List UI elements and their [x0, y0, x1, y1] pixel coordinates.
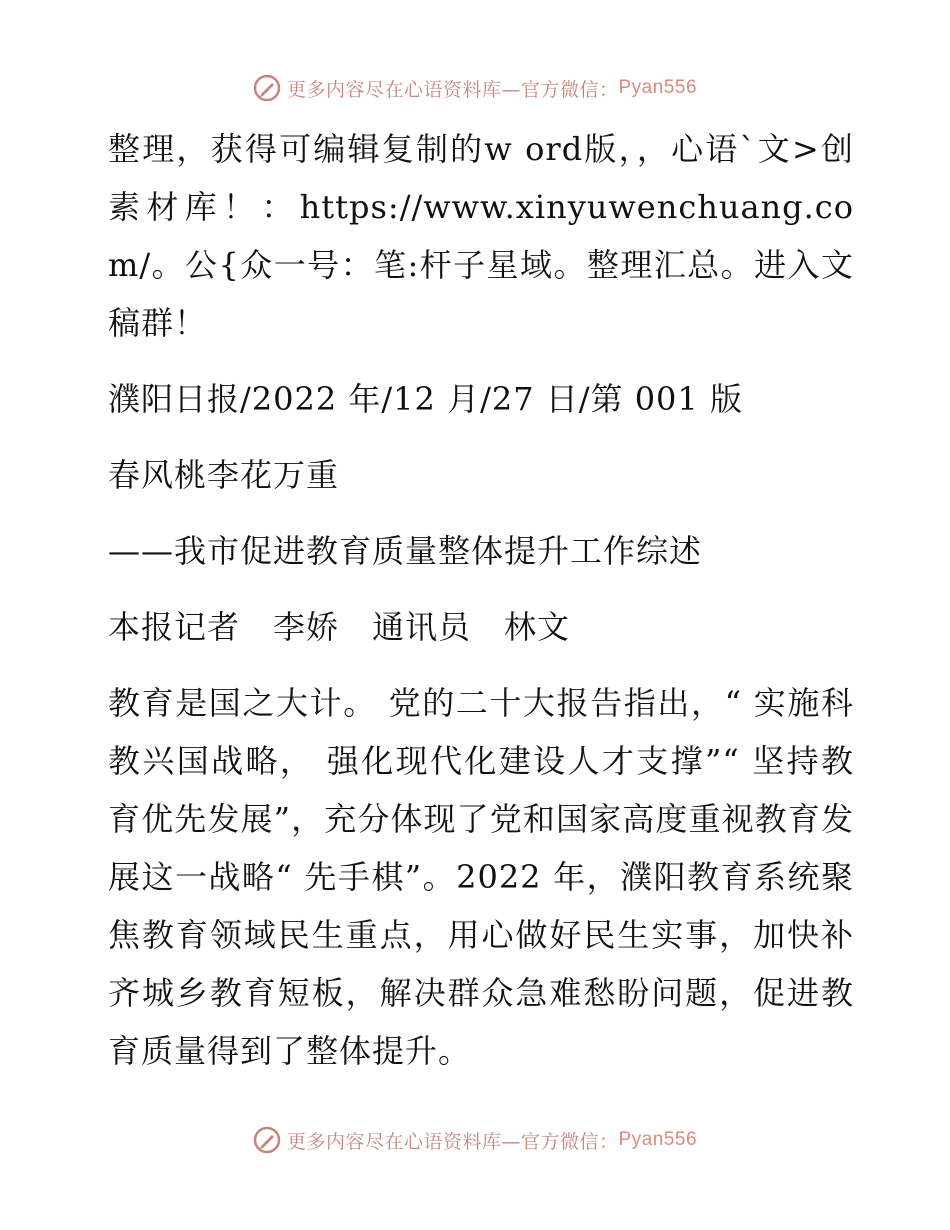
watermark-header [0, 74, 950, 102]
article-title: 春风桃李花万重 [108, 456, 340, 494]
watermark-footer [0, 1126, 950, 1154]
body-paragraph: 教育是国之大计。 党的二十大报告指出，“ 实施科教兴国战略， 强化现代化建设人才支撑”“ 坚持教育优先发展”，充分体现了党和国家高度重视教育发展这一战略“ 先手棋”。2022 年，濮阳教育系统聚焦教育领域民生重点，用心做好民生实事，加快补齐城乡教育短板，解决群众急难愁盼问题，促进教育质量得到了整体提升。 [108, 684, 854, 1070]
watermark-text: 更多内容尽在心语资料库—官方微信： [286, 78, 619, 101]
intro-paragraph: 整理，获得可编辑复制的w ord版，，心语`文>创素材库！：https://www.xinyuwenchuang.com/。公{众一号：笔:杆子星域。整理汇总。进入文稿群！ [108, 130, 854, 342]
watermark-wechat-id: Pyan556 [618, 77, 698, 98]
watermark-text: 更多内容尽在心语资料库—官方微信： [286, 1130, 619, 1153]
byline: 本报记者 李娇 通讯员 林文 [108, 608, 571, 646]
source-line: 濮阳日报/2022 年/12 月/27 日/第 001 版 [108, 380, 743, 418]
watermark-wechat-id: Pyan556 [618, 1129, 698, 1150]
article-subtitle: ——我市促进教育质量整体提升工作综述 [108, 532, 703, 570]
pen-logo-icon [253, 1126, 281, 1154]
pen-logo-icon [253, 74, 281, 102]
document-body [98, 120, 854, 1080]
